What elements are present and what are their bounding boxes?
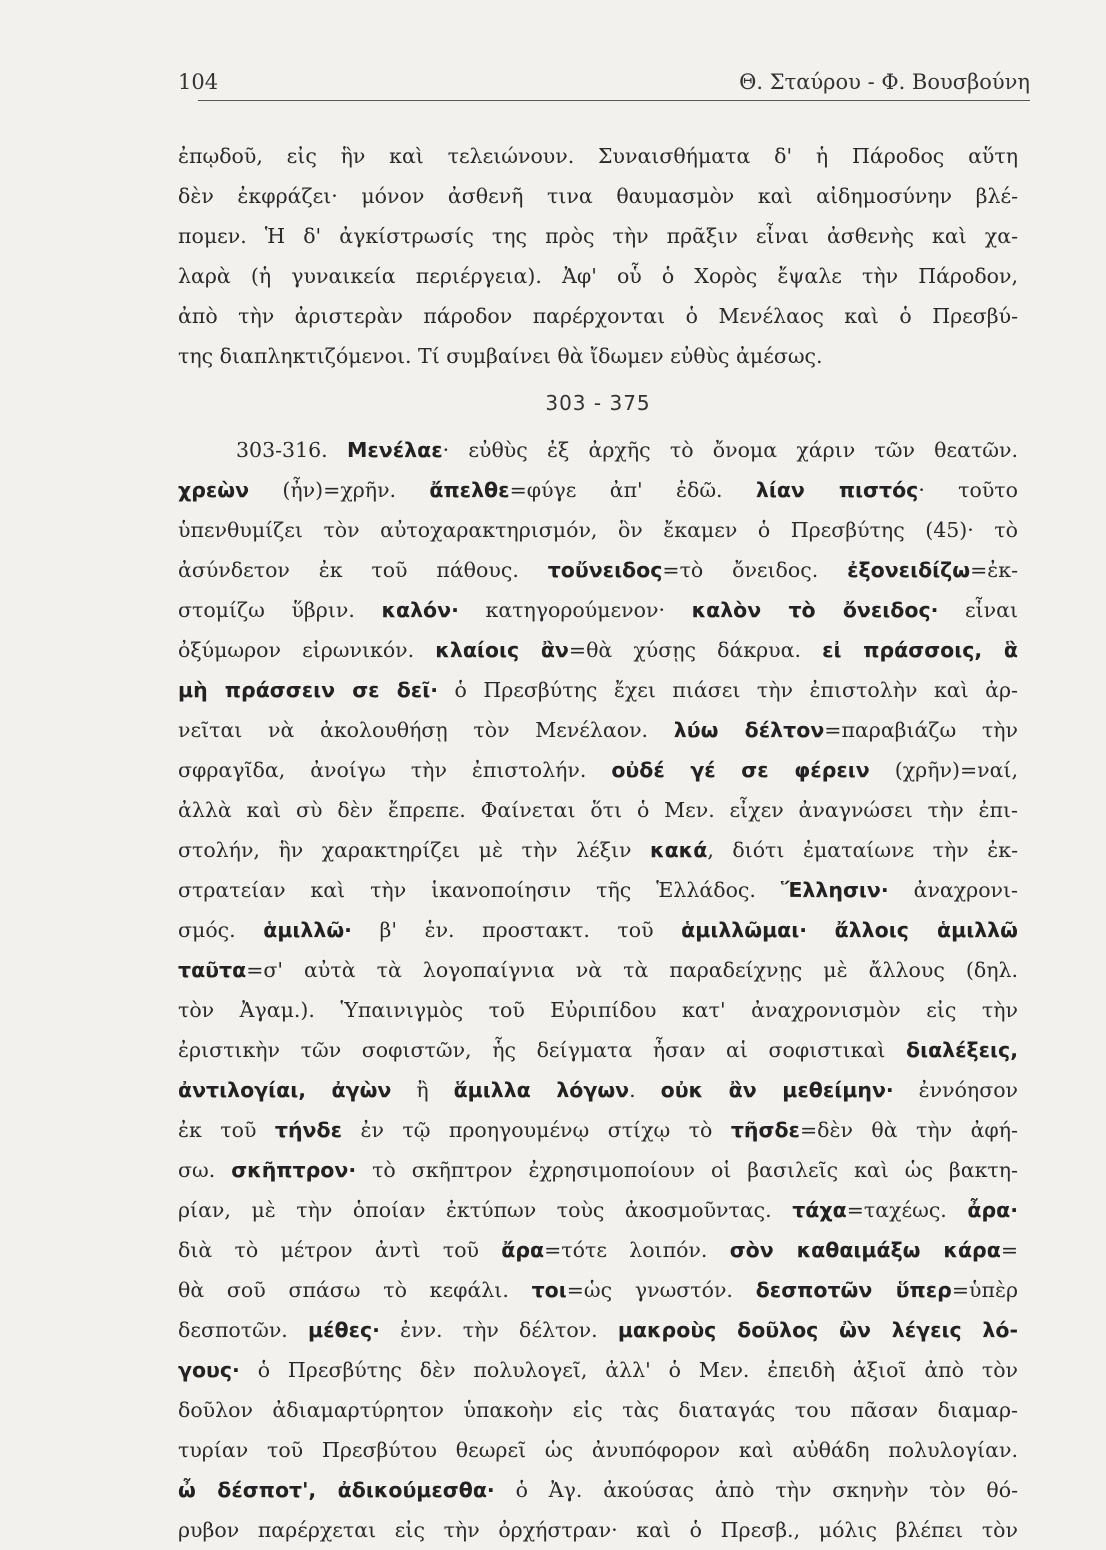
text-line: ἀλλὰ καὶ σὺ δὲν ἔπρεπε. Φαίνεται ὅτι ὁ Μεν. εἶχεν ἀναγνώσει τὴν ἐπι- xyxy=(178,798,1018,822)
text-line: θὰ σοῦ σπάσω τὸ κεφάλι. τοι=ὡς γνωστόν. δεσποτῶν ὕπερ=ὑπὲρ xyxy=(178,1278,1018,1302)
text-line: στομίζω ὕβριν. καλόν· κατηγορούμενον· καλὸν τὸ ὄνειδος· εἶναι xyxy=(178,598,1018,622)
text-line: ρυβον παρέρχεται εἰς τὴν ὀρχήστραν· καὶ ὁ Πρεσβ., μόλις βλέπει τὸν xyxy=(178,1518,1018,1542)
lemma: οὐδέ γέ σε φέρειν xyxy=(611,758,870,782)
lemma: ἀντιλογίαι, ἀγὼν xyxy=(178,1078,392,1102)
text-line: χρεὼν (ἦν)=χρῆν. ἄπελθε=φύγε ἀπ' ἐδῶ. λίαν πιστός· τοῦτο xyxy=(178,478,1018,502)
lemma: διαλέξεις, xyxy=(906,1038,1018,1062)
lemma: τήνδε xyxy=(274,1118,343,1142)
text-line: λαρὰ (ἡ γυναικεία περιέργεια). Ἀφ' οὗ ὁ Χορὸς ἔψαλε τὴν Πάροδον, xyxy=(178,264,1018,288)
text-line: της διαπληκτιζόμενοι. Τί συμβαίνει θὰ ἴδωμεν εὐθὺς ἀμέσως. xyxy=(178,344,823,368)
page-number: 104 xyxy=(178,70,219,94)
lemma: Ἕλλησιν· xyxy=(780,878,889,902)
intro-paragraph xyxy=(178,136,1018,376)
lemma: καλὸν τὸ ὄνειδος· xyxy=(691,598,939,622)
text-line: μὴ πράσσειν σε δεῖ· ὁ Πρεσβύτης ἔχει πιάσει τὴν ἐπιστολὴν καὶ ἀρ- xyxy=(178,678,1018,702)
text-line: ὦ δέσποτ', ἀδικούμεσθα· ὁ Ἀγ. ἀκούσας ἀπὸ τὴν σκηνὴν τὸν θό- xyxy=(178,1478,1018,1502)
lemma: τοι xyxy=(531,1278,567,1302)
lemma: ἄλλοις ἁμιλλῶ xyxy=(834,918,1018,942)
lemma: κλαίοις ἂν xyxy=(435,638,569,662)
lemma: μὴ πράσσειν σε δεῖ· xyxy=(178,678,438,702)
lemma: κακά xyxy=(650,838,708,862)
lemma: τῆσδε xyxy=(730,1118,800,1142)
lemma: γους· xyxy=(178,1358,240,1382)
lemma: ἁμιλλῶ· xyxy=(263,918,352,942)
lemma: μέθες· xyxy=(308,1318,380,1342)
text-line: διὰ τὸ μέτρον ἀντὶ τοῦ ἄρα=τότε λοιπόν. σὸν καθαιμάξω κάρα= xyxy=(178,1238,1018,1262)
text-line: σμός. ἁμιλλῶ· β' ἑν. προστακτ. τοῦ ἁμιλλῶμαι· ἄλλοις ἁμιλλῶ xyxy=(178,918,1018,942)
lemma: ἁμιλλῶμαι· xyxy=(681,918,808,942)
text-line: ὀξύμωρον εἰρωνικόν. κλαίοις ἂν=θὰ χύσῃς δάκρυα. εἰ πράσσοις, ἃ xyxy=(178,638,1018,662)
text-line: τὸν Ἀγαμ.). Ὑπαινιγμὸς τοῦ Εὐριπίδου κατ' ἀναχρονισμὸν εἰς τὴν xyxy=(178,998,1018,1022)
commentary-paragraph xyxy=(178,430,1018,1550)
text-line: τυρίαν τοῦ Πρεσβύτου θεωρεῖ ὡς ἀνυπόφορον καὶ αὐθάδη πολυλογίαν. xyxy=(178,1438,1018,1462)
text-line: ἐπῳδοῦ, εἰς ἣν καὶ τελειώνουν. Συναισθήματα δ' ἡ Πάροδος αὕτη xyxy=(178,144,1018,168)
body-text xyxy=(178,136,1018,1550)
lemma: τοὔνειδος xyxy=(547,558,663,582)
lemma: Μενέλαε xyxy=(346,438,443,462)
text-line: δὲν ἐκφράζει· μόνον ἀσθενῆ τινα θαυμασμὸν καὶ αἰδημοσύνην βλέ- xyxy=(178,184,1018,208)
text-line: σφραγῖδα, ἀνοίγω τὴν ἐπιστολήν. οὐδέ γέ σε φέρειν (χρῆν)=ναί, xyxy=(178,758,1018,782)
running-head: Θ. Σταύρου - Φ. Βουσβούνη xyxy=(739,70,1030,94)
text-line: ἀπὸ τὴν ἀριστερὰν πάροδον παρέρχονται ὁ Μενέλαος καὶ ὁ Πρεσβύ- xyxy=(178,304,1018,328)
text-line: νεῖται νὰ ἀκολουθήσῃ τὸν Μενέλαον. λύω δέλτον=παραβιάζω τὴν xyxy=(178,718,1018,742)
lemma: λύω δέλτον xyxy=(673,718,825,742)
text-line: στολήν, ἣν χαρακτηρίζει μὲ τὴν λέξιν κακά, διότι ἐματαίωνε τὴν ἐκ- xyxy=(178,838,1018,862)
lemma: ὦ δέσποτ', ἀδικούμεσθα· xyxy=(178,1478,495,1502)
lemma: ἆρα· xyxy=(967,1198,1018,1222)
section-heading: 303 - 375 xyxy=(545,391,651,415)
lemma: σκῆπτρον· xyxy=(231,1158,357,1182)
text-line: ρίαν, μὲ τὴν ὁποίαν ἐκτύπων τοὺς ἀκοσμοῦντας. τάχα=ταχέως. ἆρα· xyxy=(178,1198,1018,1222)
text-line: στρατείαν καὶ τὴν ἱκανοποίησιν τῆς Ἑλλάδος. Ἕλλησιν· ἀναχρονι- xyxy=(178,878,1018,902)
header-rule xyxy=(198,100,1030,101)
text-line: πομεν. Ἡ δ' ἀγκίστρωσίς της πρὸς τὴν πρᾶξιν εἶναι ἀσθενὴς καὶ χα- xyxy=(178,224,1018,248)
lemma: εἰ πράσσοις, ἃ xyxy=(822,638,1018,662)
text-line: 303-316. Μενέλαε· εὐθὺς ἐξ ἀρχῆς τὸ ὄνομα χάριν τῶν θεατῶν. xyxy=(236,438,1018,462)
lemma: ταῦτα xyxy=(178,958,247,982)
lemma: ἅμιλλα λόγων xyxy=(453,1078,630,1102)
lemma: καλόν· xyxy=(381,598,459,622)
lemma: δεσποτῶν ὕπερ xyxy=(755,1278,952,1302)
lemma: ἐξονειδίζω xyxy=(847,558,971,582)
text-line: ἀντιλογίαι, ἀγὼν ἢ ἅμιλλα λόγων. οὐκ ἂν μεθείμην· ἐννόησον xyxy=(178,1078,1018,1102)
lemma: μακροὺς δοῦλος ὢν λέγεις λό- xyxy=(617,1318,1018,1342)
lemma: τάχα xyxy=(792,1198,847,1222)
lemma: σὸν καθαιμάξω κάρα xyxy=(729,1238,1001,1262)
lemma: ἄρα xyxy=(501,1238,545,1262)
text-line: ταῦτα=σ' αὐτὰ τὰ λογοπαίγνια νὰ τὰ παραδείχνῃς μὲ ἄλλους (δηλ. xyxy=(178,958,1018,982)
text-line: σω. σκῆπτρον· τὸ σκῆπτρον ἐχρησιμοποίουν οἱ βασιλεῖς καὶ ὡς βακτη- xyxy=(178,1158,1018,1182)
text-line: δεσποτῶν. μέθες· ἐνν. τὴν δέλτον. μακροὺς δοῦλος ὢν λέγεις λό- xyxy=(178,1318,1018,1342)
text-line: γους· ὁ Πρεσβύτης δὲν πολυλογεῖ, ἀλλ' ὁ Μεν. ἐπειδὴ ἀξιοῖ ἀπὸ τὸν xyxy=(178,1358,1018,1382)
page-header xyxy=(178,70,1030,100)
lemma: ἄπελθε xyxy=(429,478,510,502)
text-line: ὑπενθυμίζει τὸν αὐτοχαρακτηρισμόν, ὃν ἔκαμεν ὁ Πρεσβύτης (45)· τὸ xyxy=(178,518,1018,542)
text-line: ἀσύνδετον ἐκ τοῦ πάθους. τοὔνειδος=τὸ ὄνειδος. ἐξονειδίζω=ἐκ- xyxy=(178,558,1018,582)
text-line: ἐκ τοῦ τήνδε ἐν τῷ προηγουμένῳ στίχῳ τὸ τῆσδε=δὲν θὰ τὴν ἀφή- xyxy=(178,1118,1018,1142)
lemma: λίαν πιστός xyxy=(755,478,919,502)
lemma: οὐκ ἂν μεθείμην· xyxy=(660,1078,894,1102)
lemma: χρεὼν xyxy=(178,478,250,502)
text-line: ἐριστικὴν τῶν σοφιστῶν, ἧς δείγματα ἦσαν αἱ σοφιστικαὶ διαλέξεις, xyxy=(178,1038,1018,1062)
text-line: δοῦλον ἀδιαμαρτύρητον ὑπακοὴν εἰς τὰς διαταγάς του πᾶσαν διαμαρ- xyxy=(178,1398,1018,1422)
